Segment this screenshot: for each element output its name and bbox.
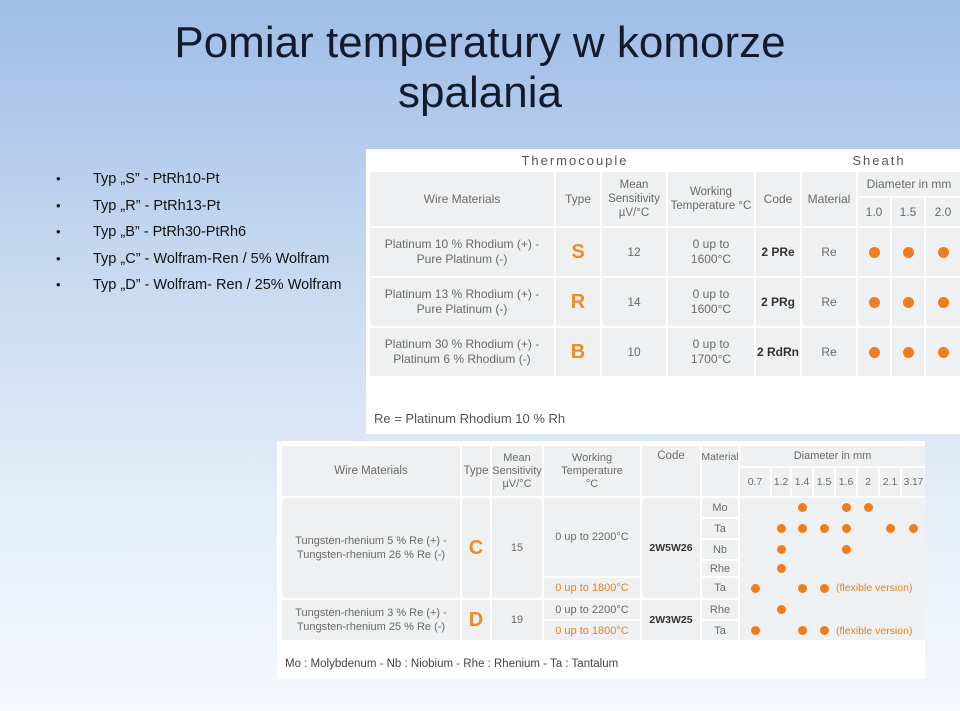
type-letter: S xyxy=(556,228,600,276)
material-cell: Re xyxy=(802,328,856,376)
availability-dot xyxy=(836,519,856,538)
header-code: Code xyxy=(756,172,800,226)
code-cell: 2 PRg xyxy=(756,278,800,326)
availability-dot xyxy=(772,540,790,559)
bullet-list xyxy=(56,166,341,299)
type-letter: D xyxy=(462,600,490,640)
header-code: Code xyxy=(642,446,700,496)
temperature-cell: 0 up to 1600°C xyxy=(668,278,754,326)
bullet-item: • Typ „C” - Wolfram-Ren / 5% Wolfram xyxy=(56,246,341,273)
availability-dot xyxy=(814,621,834,640)
material-cell: Mo xyxy=(702,498,738,517)
header-sensitivity: Mean Sensitivity µV/°C xyxy=(492,446,542,496)
wire-material-cell: Tungsten-rhenium 5 % Re (+) - Tungsten-rhenium 26 % Re (-) xyxy=(282,498,460,598)
material-cell: Re xyxy=(802,228,856,276)
diameter-col: 1.4 xyxy=(792,468,812,496)
header-material: Material xyxy=(802,172,856,226)
availability-dot xyxy=(892,278,924,326)
flexible-version-note: (flexible version) xyxy=(836,624,913,637)
material-cell: Re xyxy=(802,278,856,326)
diameter-col: 2.1 xyxy=(880,468,900,496)
sheath-group-header: Sheath xyxy=(852,152,906,168)
type-letter: R xyxy=(556,278,600,326)
wire-material-cell: Platinum 30 % Rhodium (+) - Platinum 6 % Rhodium (-) xyxy=(370,328,554,376)
availability-dot xyxy=(858,278,890,326)
availability-dot xyxy=(814,578,834,598)
diameter-col: 0.7 xyxy=(740,468,770,496)
tungsten-thermocouple-table xyxy=(277,441,925,679)
diameter-col: 1.0 xyxy=(858,198,890,226)
title-line-1: Pomiar temperatury w komorze xyxy=(174,18,786,67)
material-cell: Rhe xyxy=(702,561,738,576)
temperature-cell: 0 up to 1800°C xyxy=(544,578,640,598)
availability-dot xyxy=(792,578,812,598)
diameter-col: 2.0 xyxy=(926,198,960,226)
header-diameter: Diameter in mm xyxy=(740,446,925,466)
availability-dot xyxy=(792,621,812,640)
wire-material-cell: Platinum 13 % Rhodium (+) - Pure Platinum (-) xyxy=(370,278,554,326)
bullet-item: • Typ „R” - PtRh13-Pt xyxy=(56,193,341,220)
header-working-temperature: Working Temperature °C xyxy=(668,172,754,226)
diameter-col: 2 xyxy=(858,468,878,496)
availability-dot xyxy=(814,519,834,538)
availability-dot xyxy=(836,540,856,559)
availability-dot xyxy=(892,328,924,376)
diameter-col: 3.17 xyxy=(902,468,925,496)
table2-footnote: Mo : Molybdenum - Nb : Niobium - Rhe : Rhenium - Ta : Tantalum xyxy=(285,658,619,670)
platinum-thermocouple-table xyxy=(366,149,960,434)
availability-dot xyxy=(902,519,925,538)
thermocouple-group-header: Thermocouple xyxy=(521,152,629,168)
sensitivity-cell: 15 xyxy=(492,498,542,598)
availability-dot xyxy=(926,328,960,376)
sensitivity-cell: 10 xyxy=(602,328,666,376)
material-cell: Rhe xyxy=(702,600,738,619)
bullet-item: • Typ „D” - Wolfram- Ren / 25% Wolfram xyxy=(56,272,341,299)
code-cell: 2 RdRn xyxy=(756,328,800,376)
header-wire-materials: Wire Materials xyxy=(370,172,554,226)
material-cell: Ta xyxy=(702,519,738,538)
availability-dot xyxy=(880,519,900,538)
availability-dot xyxy=(858,498,878,517)
header-wire-materials: Wire Materials xyxy=(282,446,460,496)
sensitivity-cell: 12 xyxy=(602,228,666,276)
sensitivity-cell: 14 xyxy=(602,278,666,326)
header-sensitivity: Mean Sensitivity µV/°C xyxy=(602,172,666,226)
slide-title xyxy=(0,18,960,118)
title-line-2: spalania xyxy=(398,68,562,117)
temperature-cell: 0 up to 2200°C xyxy=(544,498,640,576)
diameter-col: 1.5 xyxy=(814,468,834,496)
table1-footnote: Re = Platinum Rhodium 10 % Rh xyxy=(374,410,566,426)
wire-material-cell: Tungsten-rhenium 3 % Re (+) - Tungsten-rhenium 25 % Re (-) xyxy=(282,600,460,640)
temperature-cell: 0 up to 2200°C xyxy=(544,600,640,619)
availability-dot xyxy=(858,328,890,376)
temperature-cell: 0 up to 1800°C xyxy=(544,621,640,640)
availability-dot xyxy=(858,228,890,276)
availability-dot xyxy=(772,519,790,538)
header-type: Type xyxy=(462,446,490,496)
availability-dot xyxy=(772,561,790,576)
availability-dot xyxy=(836,498,856,517)
type-letter: C xyxy=(462,498,490,598)
availability-dot xyxy=(740,621,770,640)
material-cell: Nb xyxy=(702,540,738,559)
availability-dot xyxy=(792,519,812,538)
wire-material-cell: Platinum 10 % Rhodium (+) - Pure Platinum (-) xyxy=(370,228,554,276)
bullet-item: • Typ „S” - PtRh10-Pt xyxy=(56,166,341,193)
header-material: Material xyxy=(702,446,738,496)
bullet-item: • Typ „B” - PtRh30-PtRh6 xyxy=(56,219,341,246)
sensitivity-cell: 19 xyxy=(492,600,542,640)
code-cell: 2 PRe xyxy=(756,228,800,276)
type-letter: B xyxy=(556,328,600,376)
availability-dot xyxy=(926,228,960,276)
diameter-col: 1.6 xyxy=(836,468,856,496)
availability-dot xyxy=(740,578,770,598)
material-cell: Ta xyxy=(702,578,738,598)
header-type: Type xyxy=(556,172,600,226)
material-cell: Ta xyxy=(702,621,738,640)
diameter-col: 1.2 xyxy=(772,468,790,496)
temperature-cell: 0 up to 1600°C xyxy=(668,228,754,276)
availability-dot xyxy=(792,498,812,517)
availability-dot xyxy=(926,278,960,326)
flexible-version-note: (flexible version) xyxy=(836,582,913,594)
code-cell: 2W5W26 xyxy=(642,498,700,598)
diameter-col: 1.5 xyxy=(892,198,924,226)
code-cell: 2W3W25 xyxy=(642,600,700,640)
availability-dot xyxy=(772,600,790,619)
temperature-cell: 0 up to 1700°C xyxy=(668,328,754,376)
header-working-temperature: Working Temperature °C xyxy=(544,446,640,496)
header-diameter: Diameter in mm xyxy=(858,172,960,196)
availability-dot xyxy=(892,228,924,276)
